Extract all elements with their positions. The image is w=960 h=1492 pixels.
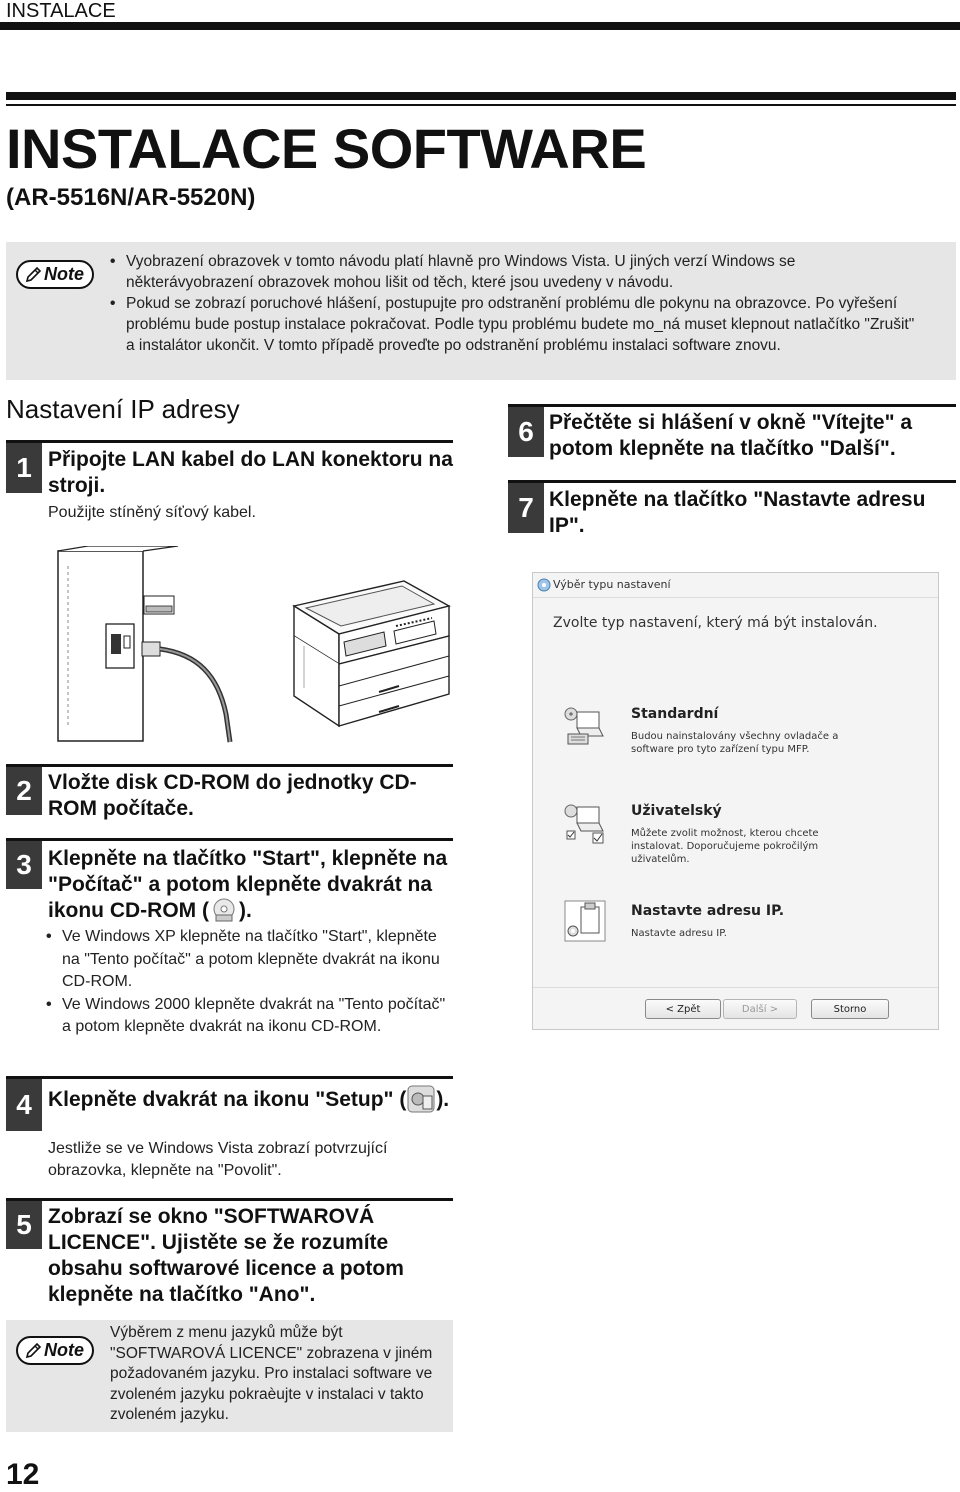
note-box-bottom <box>6 1320 453 1432</box>
note-item: • Vyobrazení obrazovek v tomto návodu platí hlavně pro Windows Vista. U jiných verzí Windows se některávyobrazení obrazovek mohou lišit od těch, které jsou uvedeny v návodu. <box>110 251 920 293</box>
step-title: Připojte LAN kabel do LAN konektoru na stroji. <box>48 448 453 497</box>
step-rule <box>6 838 453 841</box>
button-divider <box>533 987 938 988</box>
setup-icon <box>406 1084 436 1114</box>
note-badge <box>16 1336 94 1365</box>
pencil-icon <box>24 1342 42 1360</box>
printer-illustration <box>284 576 454 736</box>
step-title: Přečtěte si hlášení v okně "Vítejte" a potom klepněte na tlačítko "Další". <box>549 411 913 460</box>
step-number: 5 <box>6 1201 42 1249</box>
step-number: 3 <box>6 841 42 889</box>
note-item: • Pokud se zobrazí poruchové hlášení, postupujte pro odstranění problému dle pokynu na obrazovce. Po vyřešení problému bude postup instalace pokračovat. Podle typu problému budete mo_ná muset klepnout natlačítko "Zrušit" a instalátor ukončit. V tomto případě proveďte po odstranění problému instalaci software znovu. <box>110 293 920 356</box>
step-number: 2 <box>6 767 42 815</box>
step-text: Jestliže se ve Windows Vista zobrazí potvrzující obrazovka, klepněte na "Povolit". <box>48 1140 388 1179</box>
step-3-list <box>46 926 446 1039</box>
step-rule <box>6 764 453 767</box>
list-item: • Ve Windows XP klepněte na tlačítko "Start", klepněte na "Tento počítač" a potom klepněte dvakrát na ikonu CD-ROM. <box>46 926 446 994</box>
option-title: Nastavte adresu IP. <box>631 903 785 919</box>
step-rule <box>6 440 453 443</box>
lan-connection-illustration <box>48 546 258 746</box>
option-custom[interactable] <box>563 795 923 865</box>
title-rule <box>6 92 956 100</box>
step-rule <box>508 404 956 407</box>
step-number: 7 <box>508 483 544 533</box>
pencil-icon <box>24 266 42 284</box>
step-title <box>48 1084 468 1114</box>
option-set-ip-address[interactable] <box>563 895 923 955</box>
title-rule-thin <box>6 104 956 106</box>
note-text: Výběrem z menu jazyků může být "SOFTWAROVÁ LICENCE" zobrazena v jiném požadovaném jazyku. Pro instalaci software ve zvoleném jazyku pokraèujte v instalaci v takto zvoleném jazyku. <box>110 1324 433 1423</box>
option-title: Standardní <box>631 706 719 722</box>
step-number: 1 <box>6 443 42 493</box>
note-label: Note <box>44 264 84 284</box>
ip-address-icon <box>563 899 607 943</box>
section-heading: Nastavení IP adresy <box>6 394 240 424</box>
custom-setup-icon <box>563 801 607 845</box>
window-icon <box>537 578 551 592</box>
dialog-heading: Zvolte typ nastavení, který má být instalován. <box>553 615 878 631</box>
dialog-window-title: Výběr typu nastavení <box>553 578 671 591</box>
step-title: Vložte disk CD-ROM do jednotky CD-ROM počítače. <box>48 771 417 820</box>
setup-type-dialog <box>532 572 939 1030</box>
option-description: Nastavte adresu IP. <box>631 928 727 939</box>
step-title-text: ). <box>238 899 252 922</box>
title-divider <box>533 597 938 598</box>
standard-setup-icon <box>563 704 607 748</box>
section-label: INSTALACE <box>6 0 116 22</box>
option-title: Uživatelský <box>631 803 722 819</box>
step-number: 6 <box>508 407 544 457</box>
step-rule <box>6 1198 453 1201</box>
option-standard[interactable] <box>563 698 923 758</box>
page-subtitle: (AR-5516N/AR-5520N) <box>6 184 256 211</box>
cancel-button[interactable]: Storno <box>811 999 889 1019</box>
note-box-top <box>6 242 956 380</box>
step-text: Použijte stíněný síťový kabel. <box>48 504 256 521</box>
back-button[interactable]: < Zpět <box>645 999 721 1019</box>
header-bar <box>0 22 960 30</box>
note-badge <box>16 260 94 289</box>
step-rule <box>6 1076 453 1079</box>
note-list <box>110 251 920 356</box>
step-title <box>48 846 453 924</box>
option-description: Můžete zvolit možnost, kterou chcete instalovat. Doporučujeme pokročilým uživatelům. <box>631 828 819 865</box>
step-title: Klepněte na tlačítko "Nastavte adresu IP". <box>549 488 926 537</box>
page-title: INSTALACE SOFTWARE <box>6 117 647 180</box>
step-rule <box>508 480 956 483</box>
page-number: 12 <box>6 1458 40 1491</box>
cd-rom-icon <box>209 898 239 922</box>
step-number: 4 <box>6 1079 42 1131</box>
step-title-text: ). <box>436 1088 450 1111</box>
list-item: • Ve Windows 2000 klepněte dvakrát na "Tento počítač" a potom klepněte dvakrát na ikonu CD-ROM. <box>46 994 446 1039</box>
next-button[interactable]: Další > <box>723 999 797 1019</box>
option-description: Budou nainstalovány všechny ovladače a software pro tyto zařízení typu MFP. <box>631 731 839 755</box>
step-title-text: Klepněte na tlačítko "Start", klepněte na "Počítač" a potom klepněte dvakrát na ikonu CD-ROM ( <box>48 847 448 922</box>
step-title-text: Klepněte dvakrát na ikonu "Setup" ( <box>48 1088 407 1111</box>
step-title: Zobrazí se okno "SOFTWAROVÁ LICENCE". Ujistěte se že rozumíte obsahu softwarové licence a potom klepněte na tlačítko "Ano". <box>48 1205 404 1306</box>
note-label: Note <box>44 1340 84 1360</box>
